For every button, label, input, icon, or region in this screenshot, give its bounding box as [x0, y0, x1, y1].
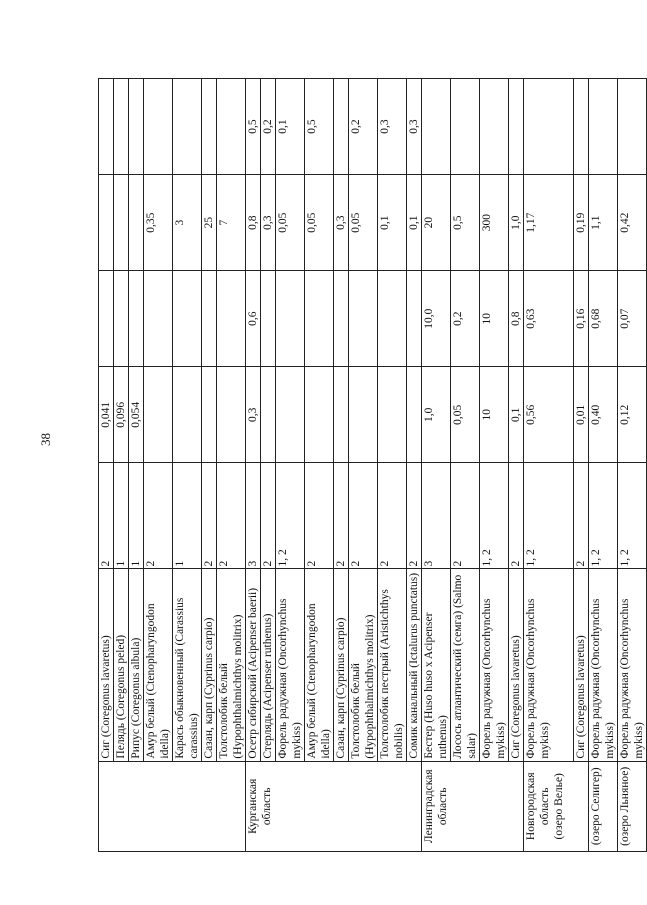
value-cell [509, 79, 524, 175]
value-cell [202, 367, 217, 463]
value-cell: 25 [202, 175, 217, 271]
value-cell: 0,05 [349, 175, 378, 271]
value-cell [276, 367, 305, 463]
value-cell: 0,40 [589, 367, 618, 463]
value-cell: 0,16 [574, 271, 589, 367]
value-cell: 0,041 [99, 367, 114, 463]
zone-cell: 3 [246, 463, 261, 569]
zone-cell: 1, 2 [480, 463, 509, 569]
region-label: Новгородская область [525, 772, 551, 841]
value-cell [407, 271, 422, 367]
value-cell [422, 79, 451, 175]
value-cell: 1,0 [422, 367, 451, 463]
table-row [114, 79, 129, 852]
table-row [407, 79, 422, 852]
species-cell: Сазан, карп (Cyprinus carpio) [202, 569, 217, 761]
table-row [99, 79, 114, 852]
value-cell [99, 175, 114, 271]
table-row [173, 79, 202, 852]
table-row [202, 79, 217, 852]
region-cell [422, 761, 524, 851]
table-row [144, 79, 173, 852]
value-cell [144, 79, 173, 175]
value-cell [144, 367, 173, 463]
value-cell [378, 271, 407, 367]
value-cell: 0,68 [589, 271, 618, 367]
value-cell [173, 367, 202, 463]
value-cell [349, 271, 378, 367]
value-cell [574, 79, 589, 175]
value-cell: 0,5 [305, 79, 334, 175]
species-cell: Толстолобик белый (Hypophthalmichthys molitrix) [349, 569, 378, 761]
zone-cell: 2 [574, 463, 589, 569]
region-cell [524, 761, 589, 851]
species-cell: Пелядь (Coregonus peled) [114, 569, 129, 761]
table-row [217, 79, 246, 852]
value-cell [99, 79, 114, 175]
value-cell [334, 271, 349, 367]
zone-cell: 1, 2 [276, 463, 305, 569]
value-cell [349, 367, 378, 463]
region-cell [618, 761, 647, 851]
table-row [480, 79, 509, 852]
value-cell: 10 [480, 271, 509, 367]
table-row [451, 79, 480, 852]
species-cell: Рипус (Coregonus albula) [129, 569, 144, 761]
species-cell: Толстолобик пестрый (Aristichthys nobilis) [378, 569, 407, 761]
zone-cell: 2 [349, 463, 378, 569]
value-cell [261, 367, 276, 463]
value-cell: 1,0 [509, 175, 524, 271]
value-cell: 20 [422, 175, 451, 271]
value-cell [305, 271, 334, 367]
value-cell [202, 271, 217, 367]
value-cell: 1,1 [589, 175, 618, 271]
zone-cell: 1 [114, 463, 129, 569]
value-cell: 0,3 [334, 175, 349, 271]
zone-cell: 1, 2 [524, 463, 574, 569]
value-cell: 0,19 [574, 175, 589, 271]
table-row [574, 79, 589, 852]
value-cell [451, 79, 480, 175]
table-row [276, 79, 305, 852]
table-row [334, 79, 349, 852]
species-cell: Форель радужная (Oncorhynchus mykiss) [524, 569, 574, 761]
value-cell: 10,0 [422, 271, 451, 367]
zone-cell: 2 [305, 463, 334, 569]
species-cell: Бестер (Huso huso x Acipenser ruthenus) [422, 569, 451, 761]
zone-cell: 2 [509, 463, 524, 569]
value-cell [618, 79, 647, 175]
species-cell: Форель радужная (Oncorhynchus mykiss) [589, 569, 618, 761]
value-cell [217, 79, 246, 175]
data-table [98, 78, 645, 852]
value-cell [144, 271, 173, 367]
species-cell: Амур белый (Ctenopharyngodon idella) [305, 569, 334, 761]
value-cell: 0,1 [509, 367, 524, 463]
species-cell: Лосось атлантический (семга) (Salmo salar) [451, 569, 480, 761]
value-cell: 0,1 [378, 175, 407, 271]
zone-cell: 1, 2 [618, 463, 647, 569]
table-row [349, 79, 378, 852]
value-cell: 0,42 [618, 175, 647, 271]
value-cell: 0,56 [524, 367, 574, 463]
value-cell [524, 79, 574, 175]
value-cell: 0,5 [451, 175, 480, 271]
region-cell [589, 761, 618, 851]
species-cell: Карась обыкновенный (Carassius carassius) [173, 569, 202, 761]
page-number: 38 [38, 433, 53, 446]
region-label: (озеро Селигер) [590, 767, 602, 846]
region-label: Курганская область [247, 778, 273, 834]
value-cell: 0,01 [574, 367, 589, 463]
value-cell [129, 175, 144, 271]
zone-cell: 2 [451, 463, 480, 569]
table-row [246, 79, 261, 852]
value-cell: 300 [480, 175, 509, 271]
region-cell [99, 761, 246, 851]
zone-cell: 1, 2 [589, 463, 618, 569]
value-cell [276, 271, 305, 367]
value-cell [99, 271, 114, 367]
species-cell: Сазан, карп (Cyprinus carpio) [334, 569, 349, 761]
value-cell: 0,2 [451, 271, 480, 367]
value-cell: 0,096 [114, 367, 129, 463]
zone-cell: 1 [173, 463, 202, 569]
table-row [261, 79, 276, 852]
species-cell: Сиг (Coregonus lavaretus) [509, 569, 524, 761]
table-row [618, 79, 647, 852]
species-cell: Форель радужная (Oncorhynchus mykiss) [618, 569, 647, 761]
species-cell: Форель радужная (Oncorhynchus mykiss) [276, 569, 305, 761]
value-cell: 0,054 [129, 367, 144, 463]
species-cell: Сиг (Coregonus lavaretus) [99, 569, 114, 761]
species-cell: Стерлядь (Acipenser ruthenus) [261, 569, 276, 761]
value-cell: 7 [217, 175, 246, 271]
value-cell: 0,3 [378, 79, 407, 175]
value-cell [217, 271, 246, 367]
value-cell: 0,8 [509, 271, 524, 367]
zone-cell: 2 [99, 463, 114, 569]
table-row [422, 79, 451, 852]
value-cell: 0,3 [407, 79, 422, 175]
value-cell [173, 271, 202, 367]
region-cell [246, 761, 422, 851]
value-cell [334, 79, 349, 175]
zone-cell: 2 [334, 463, 349, 569]
table-row [129, 79, 144, 852]
species-cell: Сиг (Coregonus lavaretus) [574, 569, 589, 761]
zone-cell: 2 [144, 463, 173, 569]
value-cell [114, 271, 129, 367]
value-cell [378, 367, 407, 463]
zone-cell: 2 [378, 463, 407, 569]
value-cell [334, 367, 349, 463]
table-row [589, 79, 618, 852]
value-cell: 0,63 [524, 271, 574, 367]
value-cell [589, 79, 618, 175]
value-cell [305, 367, 334, 463]
table-row [524, 79, 574, 852]
species-cell: Амур белый (Ctenopharyngodon idella) [144, 569, 173, 761]
value-cell [114, 79, 129, 175]
value-cell: 0,5 [246, 79, 261, 175]
table-row [509, 79, 524, 852]
value-cell: 0,05 [451, 367, 480, 463]
value-cell [202, 79, 217, 175]
value-cell [407, 367, 422, 463]
zone-cell: 1 [129, 463, 144, 569]
value-cell [261, 271, 276, 367]
value-cell [129, 271, 144, 367]
value-cell: 0,12 [618, 367, 647, 463]
value-cell: 0,2 [261, 79, 276, 175]
table-row [378, 79, 407, 852]
species-cell: Сомик канальный (Ictalurus punctatus) [407, 569, 422, 761]
zone-cell: 2 [217, 463, 246, 569]
table-row [305, 79, 334, 852]
species-cell: Форель радужная (Oncorhynchus mykiss) [480, 569, 509, 761]
value-cell: 0,05 [305, 175, 334, 271]
value-cell [114, 175, 129, 271]
species-cell: Толстолобик белый (Hypophthalmichthys molitrix) [217, 569, 246, 761]
value-cell: 0,35 [144, 175, 173, 271]
region-label: Ленинградская область [423, 769, 449, 844]
value-cell: 3 [173, 175, 202, 271]
species-cell: Осетр сибирский (Acipenser baerii) [246, 569, 261, 761]
region-label: (озеро Льняное) [619, 766, 631, 846]
value-cell: 0,3 [261, 175, 276, 271]
value-cell: 0,1 [276, 79, 305, 175]
zone-cell: 2 [202, 463, 217, 569]
value-cell: 1,17 [524, 175, 574, 271]
value-cell [173, 79, 202, 175]
value-cell: 0,8 [246, 175, 261, 271]
value-cell: 0,6 [246, 271, 261, 367]
zone-cell: 2 [261, 463, 276, 569]
value-cell: 10 [480, 367, 509, 463]
value-cell: 0,2 [349, 79, 378, 175]
value-cell: 0,05 [276, 175, 305, 271]
value-cell: 0,1 [407, 175, 422, 271]
zone-cell: 3 [422, 463, 451, 569]
value-cell [129, 79, 144, 175]
value-cell [217, 367, 246, 463]
value-cell: 0,3 [246, 367, 261, 463]
zone-cell: 2 [407, 463, 422, 569]
value-cell [480, 79, 509, 175]
region-label: (озеро Велье) [553, 773, 565, 840]
value-cell: 0,07 [618, 271, 647, 367]
